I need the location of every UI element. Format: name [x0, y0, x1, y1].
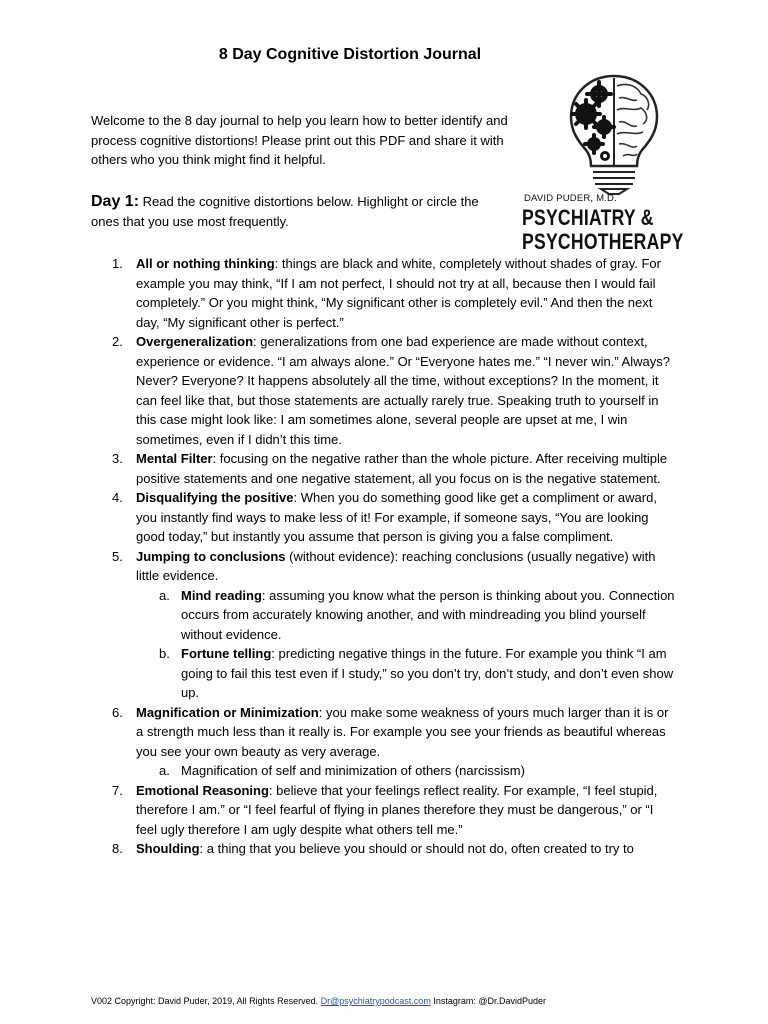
list-item [0, 839, 676, 859]
item-number: 8. [112, 841, 123, 856]
sub-item-term: Fortune telling [181, 646, 272, 661]
item-description: : things are black and white, completely without shades of gray. For example you may think, “If I am not perfect, I should not try at all, because then I would fail completely.” Or you might think, “My significant other is completely evil.” And then the next day, “My significant other is perfect.” [136, 256, 661, 330]
sub-item-letter: b. [159, 646, 170, 661]
item-number: 6. [112, 704, 123, 720]
list-item [0, 449, 676, 488]
footer-email-link[interactable]: Dr@psychiatrypodcast.com [320, 996, 431, 1006]
logo-line-psychiatry: PSYCHIATRY & [522, 205, 654, 230]
item-number: 5. [112, 548, 123, 564]
distortion-list [0, 254, 768, 859]
item-number: 4. [112, 490, 123, 505]
page-footer [91, 996, 546, 1006]
item-description: : focusing on the negative rather than the whole picture. After receiving multiple positive statements and one negative statement, all you focus on is the negative statement. [136, 451, 668, 486]
list-item [0, 254, 676, 332]
item-description: : believe that your feelings reflect reality. For example, “I feel stupid, therefore I am.” or “I feel fearful of flying in planes therefore they must be dangerous,” or “I feel ugly therefore I am ugly despite what others tell me.” [136, 782, 658, 837]
item-description: : you make some weakness of yours much larger than it is or a strength much less than it really is. For example you see your friends as beautiful whereas you see your own beauty as very average. [136, 704, 669, 759]
sub-item-description: : assuming you know what the person is thinking about you. Connection occurs from accurately knowing another, and with mindreading you blind yourself without evidence. [181, 587, 675, 642]
document-title: 8 Day Cognitive Distortion Journal [218, 46, 482, 63]
day1-text: Read the cognitive distortions below. Highlight or circle the ones that you use most frequently. [91, 194, 479, 229]
sub-item-term: Mind reading [181, 587, 262, 603]
item-number: 3. [112, 451, 123, 466]
item-term: Shoulding [136, 841, 200, 856]
logo-byline: DAVID PUDER, M.D. [524, 193, 617, 204]
day1-label: Day 1: [91, 193, 140, 210]
item-number: 7. [112, 782, 123, 798]
sub-item-letter: a. [159, 587, 170, 603]
item-description: : generalizations from one bad experience are made without context, experience or evidence. “I am always alone.” Or “Everyone hates me.” “I never win.” Always? Never? Everyone? It happens absolutely all the time, without exceptions? In the moment, it can feel like that, but those statements are actually rarely true. Speaking truth to yourself in this case might look like: I am sometimes alone, several people are upset at me, I win sometimes, even if I didn’t this time. [136, 334, 670, 447]
psychiatry-psychotherapy-logo [519, 72, 709, 262]
sub-item-letter: a. [159, 763, 170, 778]
item-description: : a thing that you believe you should or should not do, often created to try to [199, 841, 634, 856]
lightbulb-brain-icon [519, 72, 709, 197]
item-description: : When you do something good like get a compliment or award, you instantly find ways to make less of it! For example, if someone says, “You are looking good today,” but instantly you assume that person is giving you a false compliment. [136, 490, 657, 544]
item-term: Disqualifying the positive [136, 490, 294, 505]
sub-list-item [0, 761, 681, 781]
item-description: (without evidence): reaching conclusions (usually negative) with little evidence. [136, 548, 656, 583]
item-number: 2. [112, 334, 123, 349]
item-term: Magnification or Minimization [136, 704, 319, 720]
item-term: All or nothing thinking [136, 256, 275, 271]
item-number: 1. [112, 256, 123, 271]
footer-instagram: Instagram: @Dr.DavidPuder [430, 996, 546, 1006]
list-item [0, 332, 676, 449]
list-item [0, 547, 676, 586]
item-term: Jumping to conclusions [136, 548, 286, 564]
footer-copyright: V002 Copyright: David Puder, 2019, All Rights Reserved. [91, 996, 321, 1006]
item-term: Emotional Reasoning [136, 782, 269, 798]
item-term: Overgeneralization [136, 334, 254, 349]
sub-item-description: : predicting negative things in the future. For example you think “I am going to fail this test even if I study,” so you don’t try, don’t study, and don’t even show up. [181, 646, 674, 700]
list-item [0, 703, 676, 762]
sub-item-description: Magnification of self and minimization of others (narcissism) [181, 763, 525, 778]
list-item [0, 781, 676, 840]
sub-list-item [0, 644, 681, 703]
logo-line-psychotherapy: PSYCHOTHERAPY [522, 229, 684, 254]
intro-paragraph: Welcome to the 8 day journal to help you learn how to better identify and process cognitive distortions! Please print out this PDF and share it with others who you think might find it helpful. [91, 113, 508, 167]
sub-list-item [0, 586, 681, 645]
item-term: Mental Filter [136, 451, 213, 466]
list-item [0, 488, 676, 547]
day1-instructions [91, 192, 496, 232]
